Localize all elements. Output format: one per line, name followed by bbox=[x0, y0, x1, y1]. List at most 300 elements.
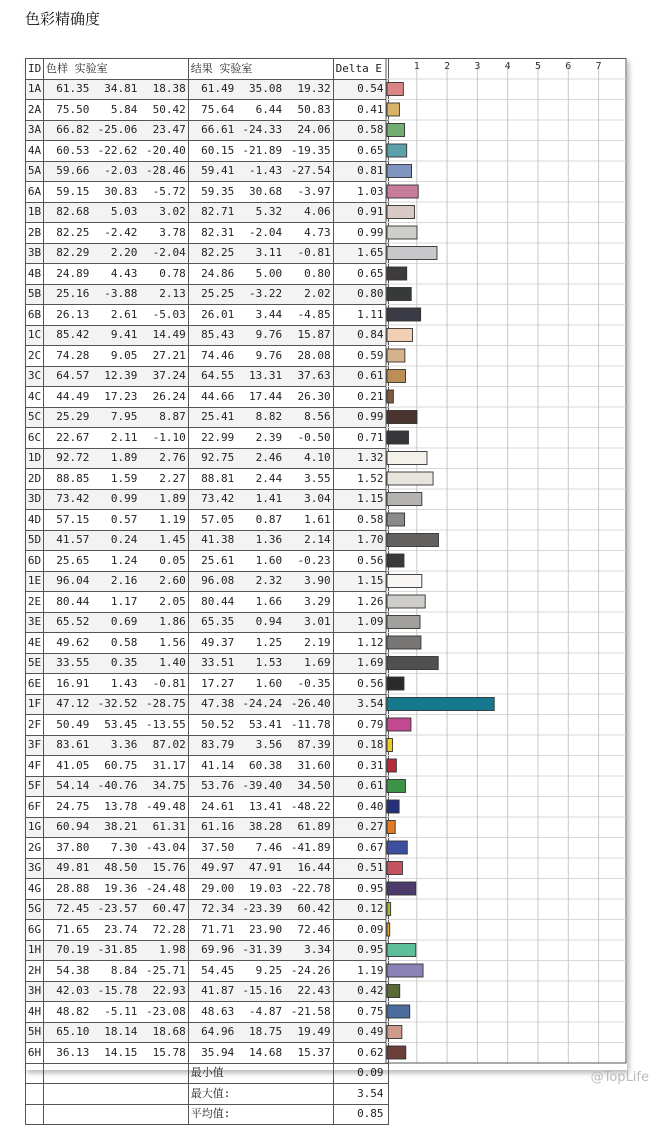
result-a: 1.41 bbox=[236, 489, 284, 510]
delta-e-bar bbox=[387, 698, 494, 711]
summary-blank-id bbox=[26, 1084, 44, 1105]
delta-e-bar bbox=[387, 739, 392, 752]
patch-id: 6B bbox=[26, 305, 44, 326]
sample-b: 26.24 bbox=[139, 387, 188, 408]
patch-id: 2F bbox=[26, 715, 44, 736]
sample-b: 0.05 bbox=[139, 551, 188, 572]
result-l: 65.35 bbox=[188, 612, 236, 633]
summary-blank-id bbox=[26, 1104, 44, 1125]
delta-e-bar bbox=[387, 247, 437, 260]
sample-b: 2.27 bbox=[139, 469, 188, 490]
delta-e-value: 0.91 bbox=[333, 202, 388, 223]
sample-a: 2.11 bbox=[91, 428, 139, 449]
sample-l: 61.35 bbox=[43, 79, 91, 100]
result-l: 80.44 bbox=[188, 592, 236, 613]
result-l: 22.99 bbox=[188, 428, 236, 449]
sample-a: 0.99 bbox=[91, 489, 139, 510]
result-l: 64.55 bbox=[188, 366, 236, 387]
sample-a: 12.39 bbox=[91, 366, 139, 387]
delta-e-bar bbox=[387, 349, 405, 362]
sample-a: 1.43 bbox=[91, 674, 139, 695]
sample-b: -0.81 bbox=[139, 674, 188, 695]
sample-b: -49.48 bbox=[139, 797, 188, 818]
result-b: 15.37 bbox=[284, 1043, 333, 1064]
sample-b: -25.71 bbox=[139, 961, 188, 982]
patch-id: 1G bbox=[26, 817, 44, 838]
summary-value: 0.85 bbox=[333, 1104, 388, 1125]
result-b: -48.22 bbox=[284, 797, 333, 818]
delta-e-bar bbox=[387, 759, 396, 772]
delta-e-bar bbox=[387, 554, 404, 567]
sample-l: 83.61 bbox=[43, 735, 91, 756]
summary-row bbox=[26, 1084, 628, 1105]
result-a: -3.22 bbox=[236, 284, 284, 305]
result-l: 44.66 bbox=[188, 387, 236, 408]
result-l: 17.27 bbox=[188, 674, 236, 695]
delta-e-value: 1.12 bbox=[333, 633, 388, 654]
delta-e-bar bbox=[387, 226, 417, 239]
sample-a: -22.62 bbox=[91, 141, 139, 162]
delta-e-bar bbox=[387, 1005, 410, 1018]
result-a: 3.11 bbox=[236, 243, 284, 264]
sample-a: 17.23 bbox=[91, 387, 139, 408]
result-b: 37.63 bbox=[284, 366, 333, 387]
result-a: 8.82 bbox=[236, 407, 284, 428]
sample-l: 60.94 bbox=[43, 817, 91, 838]
delta-e-bar bbox=[387, 452, 427, 465]
summary-label: 最小值 bbox=[188, 1063, 333, 1084]
delta-e-value: 0.56 bbox=[333, 674, 388, 695]
result-a: 0.94 bbox=[236, 612, 284, 633]
patch-id: 6C bbox=[26, 428, 44, 449]
sample-a: 2.61 bbox=[91, 305, 139, 326]
sample-a: 13.78 bbox=[91, 797, 139, 818]
result-a: 17.44 bbox=[236, 387, 284, 408]
sample-l: 41.05 bbox=[43, 756, 91, 777]
patch-id: 2C bbox=[26, 346, 44, 367]
sample-l: 50.49 bbox=[43, 715, 91, 736]
delta-e-value: 0.62 bbox=[333, 1043, 388, 1064]
delta-e-bar bbox=[387, 944, 416, 957]
sample-b: -24.48 bbox=[139, 879, 188, 900]
result-b: -24.26 bbox=[284, 961, 333, 982]
sample-a: 1.59 bbox=[91, 469, 139, 490]
sample-l: 59.15 bbox=[43, 182, 91, 203]
delta-e-value: 0.40 bbox=[333, 797, 388, 818]
result-l: 96.08 bbox=[188, 571, 236, 592]
sample-l: 47.12 bbox=[43, 694, 91, 715]
delta-e-bar bbox=[387, 308, 421, 321]
sample-b: -28.46 bbox=[139, 161, 188, 182]
sample-b: -43.04 bbox=[139, 838, 188, 859]
x-tick-label: 1 bbox=[413, 61, 420, 72]
delta-e-bar bbox=[387, 411, 417, 424]
sample-b: 2.13 bbox=[139, 284, 188, 305]
sample-b: 37.24 bbox=[139, 366, 188, 387]
sample-b: 23.47 bbox=[139, 120, 188, 141]
sample-b: -28.75 bbox=[139, 694, 188, 715]
result-a: -31.39 bbox=[236, 940, 284, 961]
result-b: -19.35 bbox=[284, 141, 333, 162]
sample-l: 42.03 bbox=[43, 981, 91, 1002]
result-l: 59.41 bbox=[188, 161, 236, 182]
result-l: 26.01 bbox=[188, 305, 236, 326]
delta-e-bar bbox=[387, 370, 405, 383]
patch-id: 4G bbox=[26, 879, 44, 900]
sample-l: 33.55 bbox=[43, 653, 91, 674]
sample-a: 9.41 bbox=[91, 325, 139, 346]
delta-e-value: 0.42 bbox=[333, 981, 388, 1002]
delta-e-value: 0.31 bbox=[333, 756, 388, 777]
patch-id: 6A bbox=[26, 182, 44, 203]
header-id: ID bbox=[26, 59, 44, 80]
sample-b: 2.60 bbox=[139, 571, 188, 592]
patch-id: 3D bbox=[26, 489, 44, 510]
result-b: -26.40 bbox=[284, 694, 333, 715]
delta-e-value: 1.70 bbox=[333, 530, 388, 551]
sample-l: 16.91 bbox=[43, 674, 91, 695]
sample-b: -5.03 bbox=[139, 305, 188, 326]
sample-l: 66.82 bbox=[43, 120, 91, 141]
result-l: 47.38 bbox=[188, 694, 236, 715]
patch-id: 2H bbox=[26, 961, 44, 982]
delta-e-value: 0.65 bbox=[333, 141, 388, 162]
delta-e-value: 0.75 bbox=[333, 1002, 388, 1023]
result-b: 4.10 bbox=[284, 448, 333, 469]
delta-e-value: 1.09 bbox=[333, 612, 388, 633]
result-a: 1.66 bbox=[236, 592, 284, 613]
result-b: 2.14 bbox=[284, 530, 333, 551]
result-a: 2.46 bbox=[236, 448, 284, 469]
sample-l: 22.67 bbox=[43, 428, 91, 449]
summary-row bbox=[26, 1104, 628, 1125]
patch-id: 2E bbox=[26, 592, 44, 613]
patch-id: 4H bbox=[26, 1002, 44, 1023]
result-a: 3.44 bbox=[236, 305, 284, 326]
delta-e-bar-chart bbox=[25, 58, 627, 1070]
summary-label: 平均值: bbox=[188, 1104, 333, 1125]
result-b: 34.50 bbox=[284, 776, 333, 797]
delta-e-bar bbox=[387, 390, 393, 403]
sample-b: -20.40 bbox=[139, 141, 188, 162]
sample-a: -23.57 bbox=[91, 899, 139, 920]
sample-a: 14.15 bbox=[91, 1043, 139, 1064]
result-l: 73.42 bbox=[188, 489, 236, 510]
delta-e-value: 0.71 bbox=[333, 428, 388, 449]
sample-l: 49.81 bbox=[43, 858, 91, 879]
patch-id: 3H bbox=[26, 981, 44, 1002]
sample-b: 87.02 bbox=[139, 735, 188, 756]
result-a: 14.68 bbox=[236, 1043, 284, 1064]
patch-id: 6D bbox=[26, 551, 44, 572]
result-b: -22.78 bbox=[284, 879, 333, 900]
sample-l: 24.75 bbox=[43, 797, 91, 818]
result-a: -21.89 bbox=[236, 141, 284, 162]
sample-b: 14.49 bbox=[139, 325, 188, 346]
result-l: 24.61 bbox=[188, 797, 236, 818]
patch-id: 1B bbox=[26, 202, 44, 223]
result-a: -15.16 bbox=[236, 981, 284, 1002]
result-l: 66.61 bbox=[188, 120, 236, 141]
patch-id: 5H bbox=[26, 1022, 44, 1043]
summary-value: 3.54 bbox=[333, 1084, 388, 1105]
sample-l: 65.10 bbox=[43, 1022, 91, 1043]
result-l: 92.75 bbox=[188, 448, 236, 469]
sample-b: 1.19 bbox=[139, 510, 188, 531]
result-b: -3.97 bbox=[284, 182, 333, 203]
plot-frame bbox=[386, 59, 626, 1064]
delta-e-value: 0.58 bbox=[333, 120, 388, 141]
result-b: 3.90 bbox=[284, 571, 333, 592]
sample-b: 8.87 bbox=[139, 407, 188, 428]
sample-l: 26.13 bbox=[43, 305, 91, 326]
delta-e-value: 1.15 bbox=[333, 489, 388, 510]
result-a: 53.41 bbox=[236, 715, 284, 736]
patch-id: 2B bbox=[26, 223, 44, 244]
delta-e-bar bbox=[387, 185, 418, 198]
sample-l: 65.52 bbox=[43, 612, 91, 633]
sample-a: 0.35 bbox=[91, 653, 139, 674]
sample-l: 82.25 bbox=[43, 223, 91, 244]
sample-l: 85.42 bbox=[43, 325, 91, 346]
sample-a: 0.24 bbox=[91, 530, 139, 551]
sample-a: 5.03 bbox=[91, 202, 139, 223]
sample-l: 80.44 bbox=[43, 592, 91, 613]
patch-id: 5B bbox=[26, 284, 44, 305]
result-l: 57.05 bbox=[188, 510, 236, 531]
delta-e-bar bbox=[387, 144, 407, 157]
sample-b: 60.47 bbox=[139, 899, 188, 920]
result-b: 3.01 bbox=[284, 612, 333, 633]
result-l: 29.00 bbox=[188, 879, 236, 900]
delta-e-value: 0.80 bbox=[333, 284, 388, 305]
delta-e-value: 0.18 bbox=[333, 735, 388, 756]
result-l: 59.35 bbox=[188, 182, 236, 203]
sample-a: 9.05 bbox=[91, 346, 139, 367]
sample-l: 71.65 bbox=[43, 920, 91, 941]
sample-a: 1.89 bbox=[91, 448, 139, 469]
delta-e-value: 0.27 bbox=[333, 817, 388, 838]
patch-id: 1H bbox=[26, 940, 44, 961]
patch-id: 1A bbox=[26, 79, 44, 100]
result-l: 75.64 bbox=[188, 100, 236, 121]
sample-l: 92.72 bbox=[43, 448, 91, 469]
result-b: 16.44 bbox=[284, 858, 333, 879]
patch-id: 1E bbox=[26, 571, 44, 592]
sample-b: 1.45 bbox=[139, 530, 188, 551]
delta-e-bar bbox=[387, 800, 399, 813]
sample-l: 70.19 bbox=[43, 940, 91, 961]
result-b: -4.85 bbox=[284, 305, 333, 326]
result-b: 3.55 bbox=[284, 469, 333, 490]
patch-id: 2G bbox=[26, 838, 44, 859]
delta-e-value: 1.03 bbox=[333, 182, 388, 203]
summary-chart-blank bbox=[388, 1084, 627, 1105]
sample-b: -13.55 bbox=[139, 715, 188, 736]
sample-a: 7.30 bbox=[91, 838, 139, 859]
delta-e-value: 1.15 bbox=[333, 571, 388, 592]
result-a: 2.44 bbox=[236, 469, 284, 490]
delta-e-bar bbox=[387, 882, 416, 895]
result-l: 48.63 bbox=[188, 1002, 236, 1023]
result-b: 1.69 bbox=[284, 653, 333, 674]
result-b: 2.19 bbox=[284, 633, 333, 654]
sample-a: 1.17 bbox=[91, 592, 139, 613]
result-l: 72.34 bbox=[188, 899, 236, 920]
sample-a: -2.42 bbox=[91, 223, 139, 244]
patch-id: 3E bbox=[26, 612, 44, 633]
result-a: 5.32 bbox=[236, 202, 284, 223]
delta-e-value: 0.49 bbox=[333, 1022, 388, 1043]
sample-a: -25.06 bbox=[91, 120, 139, 141]
delta-e-bar bbox=[387, 1026, 402, 1039]
sample-b: -1.10 bbox=[139, 428, 188, 449]
sample-l: 60.53 bbox=[43, 141, 91, 162]
sample-a: 23.74 bbox=[91, 920, 139, 941]
page-title: 色彩精确度 bbox=[25, 10, 101, 28]
delta-e-value: 0.84 bbox=[333, 325, 388, 346]
sample-a: 3.36 bbox=[91, 735, 139, 756]
patch-id: 3A bbox=[26, 120, 44, 141]
result-l: 25.61 bbox=[188, 551, 236, 572]
delta-e-bar bbox=[387, 493, 422, 506]
sample-a: 38.21 bbox=[91, 817, 139, 838]
sample-b: 61.31 bbox=[139, 817, 188, 838]
patch-id: 3B bbox=[26, 243, 44, 264]
sample-a: -5.11 bbox=[91, 1002, 139, 1023]
result-l: 24.86 bbox=[188, 264, 236, 285]
result-l: 35.94 bbox=[188, 1043, 236, 1064]
patch-id: 6F bbox=[26, 797, 44, 818]
x-tick-label: 6 bbox=[565, 61, 572, 72]
result-a: 30.68 bbox=[236, 182, 284, 203]
result-l: 83.79 bbox=[188, 735, 236, 756]
sample-a: 0.69 bbox=[91, 612, 139, 633]
sample-l: 25.65 bbox=[43, 551, 91, 572]
result-a: 23.90 bbox=[236, 920, 284, 941]
result-b: 28.08 bbox=[284, 346, 333, 367]
result-b: 1.61 bbox=[284, 510, 333, 531]
delta-e-bar bbox=[387, 431, 409, 444]
result-l: 49.97 bbox=[188, 858, 236, 879]
result-a: 13.31 bbox=[236, 366, 284, 387]
delta-e-bar bbox=[387, 657, 438, 670]
result-l: 61.49 bbox=[188, 79, 236, 100]
sample-l: 25.16 bbox=[43, 284, 91, 305]
delta-e-bar bbox=[387, 780, 405, 793]
result-l: 25.25 bbox=[188, 284, 236, 305]
x-tick-label: 4 bbox=[504, 61, 511, 72]
result-a: 9.25 bbox=[236, 961, 284, 982]
result-l: 37.50 bbox=[188, 838, 236, 859]
delta-e-value: 0.09 bbox=[333, 920, 388, 941]
summary-blank-sample bbox=[43, 1084, 188, 1105]
delta-e-value: 0.61 bbox=[333, 366, 388, 387]
sample-b: 2.76 bbox=[139, 448, 188, 469]
sample-l: 36.13 bbox=[43, 1043, 91, 1064]
sample-a: 0.57 bbox=[91, 510, 139, 531]
sample-b: 1.98 bbox=[139, 940, 188, 961]
sample-b: 0.78 bbox=[139, 264, 188, 285]
delta-e-bar bbox=[387, 923, 390, 936]
result-a: 9.76 bbox=[236, 325, 284, 346]
sample-b: 15.78 bbox=[139, 1043, 188, 1064]
delta-e-value: 0.59 bbox=[333, 346, 388, 367]
result-a: -4.87 bbox=[236, 1002, 284, 1023]
sample-a: -3.88 bbox=[91, 284, 139, 305]
sample-b: 3.78 bbox=[139, 223, 188, 244]
patch-id: 4C bbox=[26, 387, 44, 408]
sample-l: 75.50 bbox=[43, 100, 91, 121]
delta-e-bar bbox=[387, 841, 407, 854]
result-b: 50.83 bbox=[284, 100, 333, 121]
result-l: 82.31 bbox=[188, 223, 236, 244]
result-l: 64.96 bbox=[188, 1022, 236, 1043]
result-a: -24.24 bbox=[236, 694, 284, 715]
sample-a: 1.24 bbox=[91, 551, 139, 572]
result-b: -0.23 bbox=[284, 551, 333, 572]
result-b: 60.42 bbox=[284, 899, 333, 920]
sample-l: 64.57 bbox=[43, 366, 91, 387]
sample-l: 59.66 bbox=[43, 161, 91, 182]
result-a: 2.39 bbox=[236, 428, 284, 449]
sample-a: 34.81 bbox=[91, 79, 139, 100]
result-l: 85.43 bbox=[188, 325, 236, 346]
result-l: 74.46 bbox=[188, 346, 236, 367]
result-b: 87.39 bbox=[284, 735, 333, 756]
delta-e-bar bbox=[387, 534, 439, 547]
delta-e-value: 0.61 bbox=[333, 776, 388, 797]
summary-blank-sample bbox=[43, 1104, 188, 1125]
summary-chart-blank bbox=[388, 1104, 627, 1125]
delta-e-bar bbox=[387, 472, 433, 485]
delta-e-bar bbox=[387, 903, 391, 916]
delta-e-bar bbox=[387, 575, 422, 588]
sample-a: -32.52 bbox=[91, 694, 139, 715]
result-b: -0.35 bbox=[284, 674, 333, 695]
sample-a: 53.45 bbox=[91, 715, 139, 736]
delta-e-value: 0.81 bbox=[333, 161, 388, 182]
delta-e-bar bbox=[387, 862, 402, 875]
result-a: 2.32 bbox=[236, 571, 284, 592]
delta-e-bar bbox=[387, 677, 404, 690]
sample-l: 82.29 bbox=[43, 243, 91, 264]
delta-e-bar bbox=[387, 964, 423, 977]
result-a: -39.40 bbox=[236, 776, 284, 797]
patch-id: 5F bbox=[26, 776, 44, 797]
patch-id: 2A bbox=[26, 100, 44, 121]
result-b: 4.06 bbox=[284, 202, 333, 223]
result-l: 60.15 bbox=[188, 141, 236, 162]
result-a: 7.46 bbox=[236, 838, 284, 859]
sample-l: 88.85 bbox=[43, 469, 91, 490]
result-l: 82.71 bbox=[188, 202, 236, 223]
result-l: 71.71 bbox=[188, 920, 236, 941]
sample-a: 48.50 bbox=[91, 858, 139, 879]
result-a: 1.60 bbox=[236, 674, 284, 695]
result-a: -24.33 bbox=[236, 120, 284, 141]
header-result-lab: 结果 实验室 bbox=[188, 59, 333, 80]
sample-l: 28.88 bbox=[43, 879, 91, 900]
sample-b: -5.72 bbox=[139, 182, 188, 203]
sample-b: 2.05 bbox=[139, 592, 188, 613]
result-b: 19.32 bbox=[284, 79, 333, 100]
delta-e-value: 0.56 bbox=[333, 551, 388, 572]
patch-id: 3G bbox=[26, 858, 44, 879]
result-b: 4.73 bbox=[284, 223, 333, 244]
sample-b: 72.28 bbox=[139, 920, 188, 941]
result-l: 54.45 bbox=[188, 961, 236, 982]
